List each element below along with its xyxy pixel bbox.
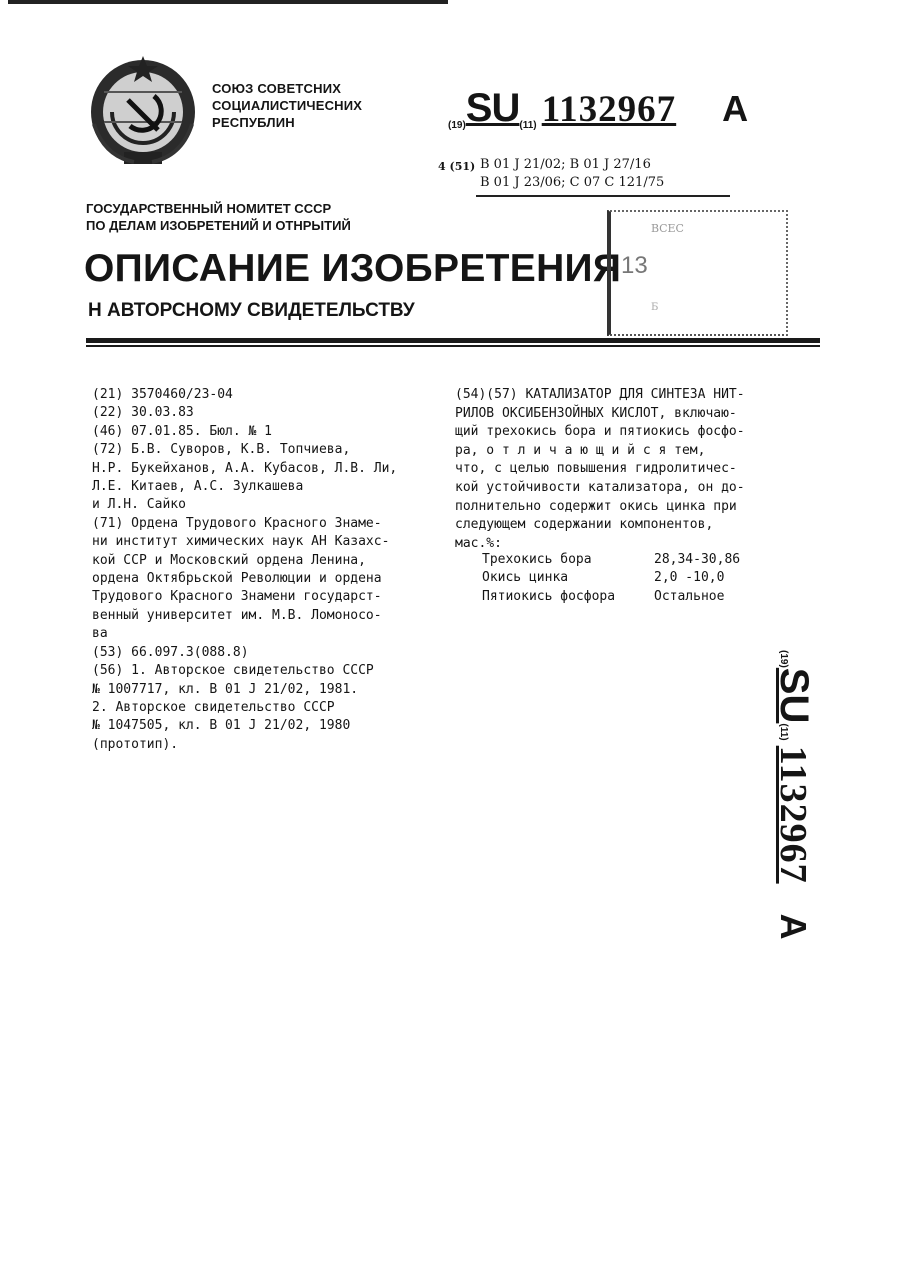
bib-line: № 1007717, кл. B 01 J 21/02, 1981. [92,681,359,697]
side-country-code: SU [772,667,816,724]
ipc-prefix: 4 (51) [438,160,476,173]
patent-number: 1132967 [541,89,677,130]
ipc-underline [476,195,730,197]
library-stamp [607,210,788,336]
abstract-line: ра, о т л и ч а ю щ и й с я тем, [455,442,706,458]
abstract-line: РИЛОВ ОКСИБЕНЗОЙНЫХ КИСЛОТ, включаю- [455,405,737,421]
bib-line: Н.Р. Букейханов, А.А. Кубасов, Л.В. Ли, [92,460,398,476]
bib-line: 2. Авторское свидетельство СССР [92,699,335,715]
component-value: Остальное [654,588,725,604]
abstract-line: следующем содержании компонентов, [455,517,714,533]
org-line: СОЮЗ СОВЕТСНИХ [212,81,342,96]
ipc-line: B 01 J 21/02; B 01 J 27/16 [480,157,651,172]
bib-line: (46) 07.01.85. Бюл. № 1 [92,423,273,439]
component-value: 2,0 -10,0 [654,570,725,586]
bib-line: (71) Ордена Трудового Красного Знаме- [92,515,382,531]
bib-line: Л.Е. Китаев, А.С. Зулкашева [92,479,304,495]
bib-line: (21) 3570460/23-04 [92,387,233,402]
composition-table [482,551,802,606]
side-patent-number: 1132967 [772,745,814,884]
top-edge-rule [8,0,448,4]
bib-line: (22) 30.03.83 [92,405,194,421]
committee-line: ГОСУДАРСТВЕННЫЙ НОМИТЕТ СССР [86,201,332,216]
bib-line: (53) 66.097.3(088.8) [92,644,249,660]
country-code: SU [465,86,520,130]
bib-line: ва [92,626,108,642]
side-doc-kind: A [773,913,814,940]
org-line: СОЦИАЛИСТИЧЕСНИХ [212,98,363,113]
header-divider [86,338,820,343]
abstract-line: щий трехокись бора и пятиокись фосфо- [455,424,745,440]
country-code-label: (19) [448,120,466,131]
bib-line: ордена Октябрьской Революции и ордена [92,571,382,587]
composition-row [482,569,802,587]
stamp-line: ВСЕС [651,222,684,235]
ipc-line: B 01 J 23/06; C 07 C 121/75 [480,175,665,190]
bib-line: (прототип). [92,736,179,752]
document-title: ОПИСАНИЕ ИЗОБРЕТЕНИЯ [84,247,622,290]
bib-line: (56) 1. Авторское свидетельство СССР [92,663,374,679]
bib-line: кой ССР и Московский ордена Ленина, [92,552,366,568]
committee-line: ПО ДЕЛАМ ИЗОБРЕТЕНИЙ И ОТНРЫТИЙ [86,218,351,233]
abstract-line: мас.%: [455,535,502,551]
bibliographic-data [92,386,442,754]
abstract-line: кой устойчивости катализатора, он до- [455,479,745,495]
org-line: РЕСПУБЛИН [212,115,295,130]
abstract-line: (54)(57) КАТАЛИЗАТОР ДЛЯ СИНТЕЗА НИТ- [455,387,745,402]
doc-kind: A [722,88,749,129]
patent-id [448,86,788,130]
abstract [455,386,795,553]
component-name: Пятиокись фосфора [482,588,616,604]
stamp-line: Б [651,302,659,313]
org-name [212,80,362,131]
composition-row [482,551,802,569]
bib-line: ни институт химических наук АН Казахс- [92,534,390,550]
component-value: 28,34-30,86 [654,552,741,567]
bib-line: (72) Б.В. Суворов, К.В. Топчиева, [92,442,351,458]
bib-line: венный университет им. М.В. Ломоносо- [92,607,382,623]
ussr-emblem-icon [84,52,202,170]
bib-line: Трудового Красного Знамени государст- [92,589,382,605]
stamp-line: 13 [621,252,648,279]
side-patent-id [772,650,846,1010]
component-name: Трехокись бора [482,552,592,567]
document-subtitle: Н АВТОРСНОМУ СВИДЕТЕЛЬСТВУ [88,300,415,321]
committee-name [86,200,351,234]
side-number-code-label: (11) [778,723,789,741]
side-country-code-label: (19) [778,650,789,668]
header-divider-thin [86,345,820,347]
bib-line: № 1047505, кл. B 01 J 21/02, 1980 [92,718,351,734]
bib-line: и Л.Н. Сайко [92,497,186,513]
abstract-line: полнительно содержит окись цинка при [455,498,737,514]
component-name: Окись цинка [482,570,569,586]
abstract-line: что, с целью повышения гидролитичес- [455,461,737,477]
composition-row [482,588,802,606]
number-code-label: (11) [519,120,537,131]
